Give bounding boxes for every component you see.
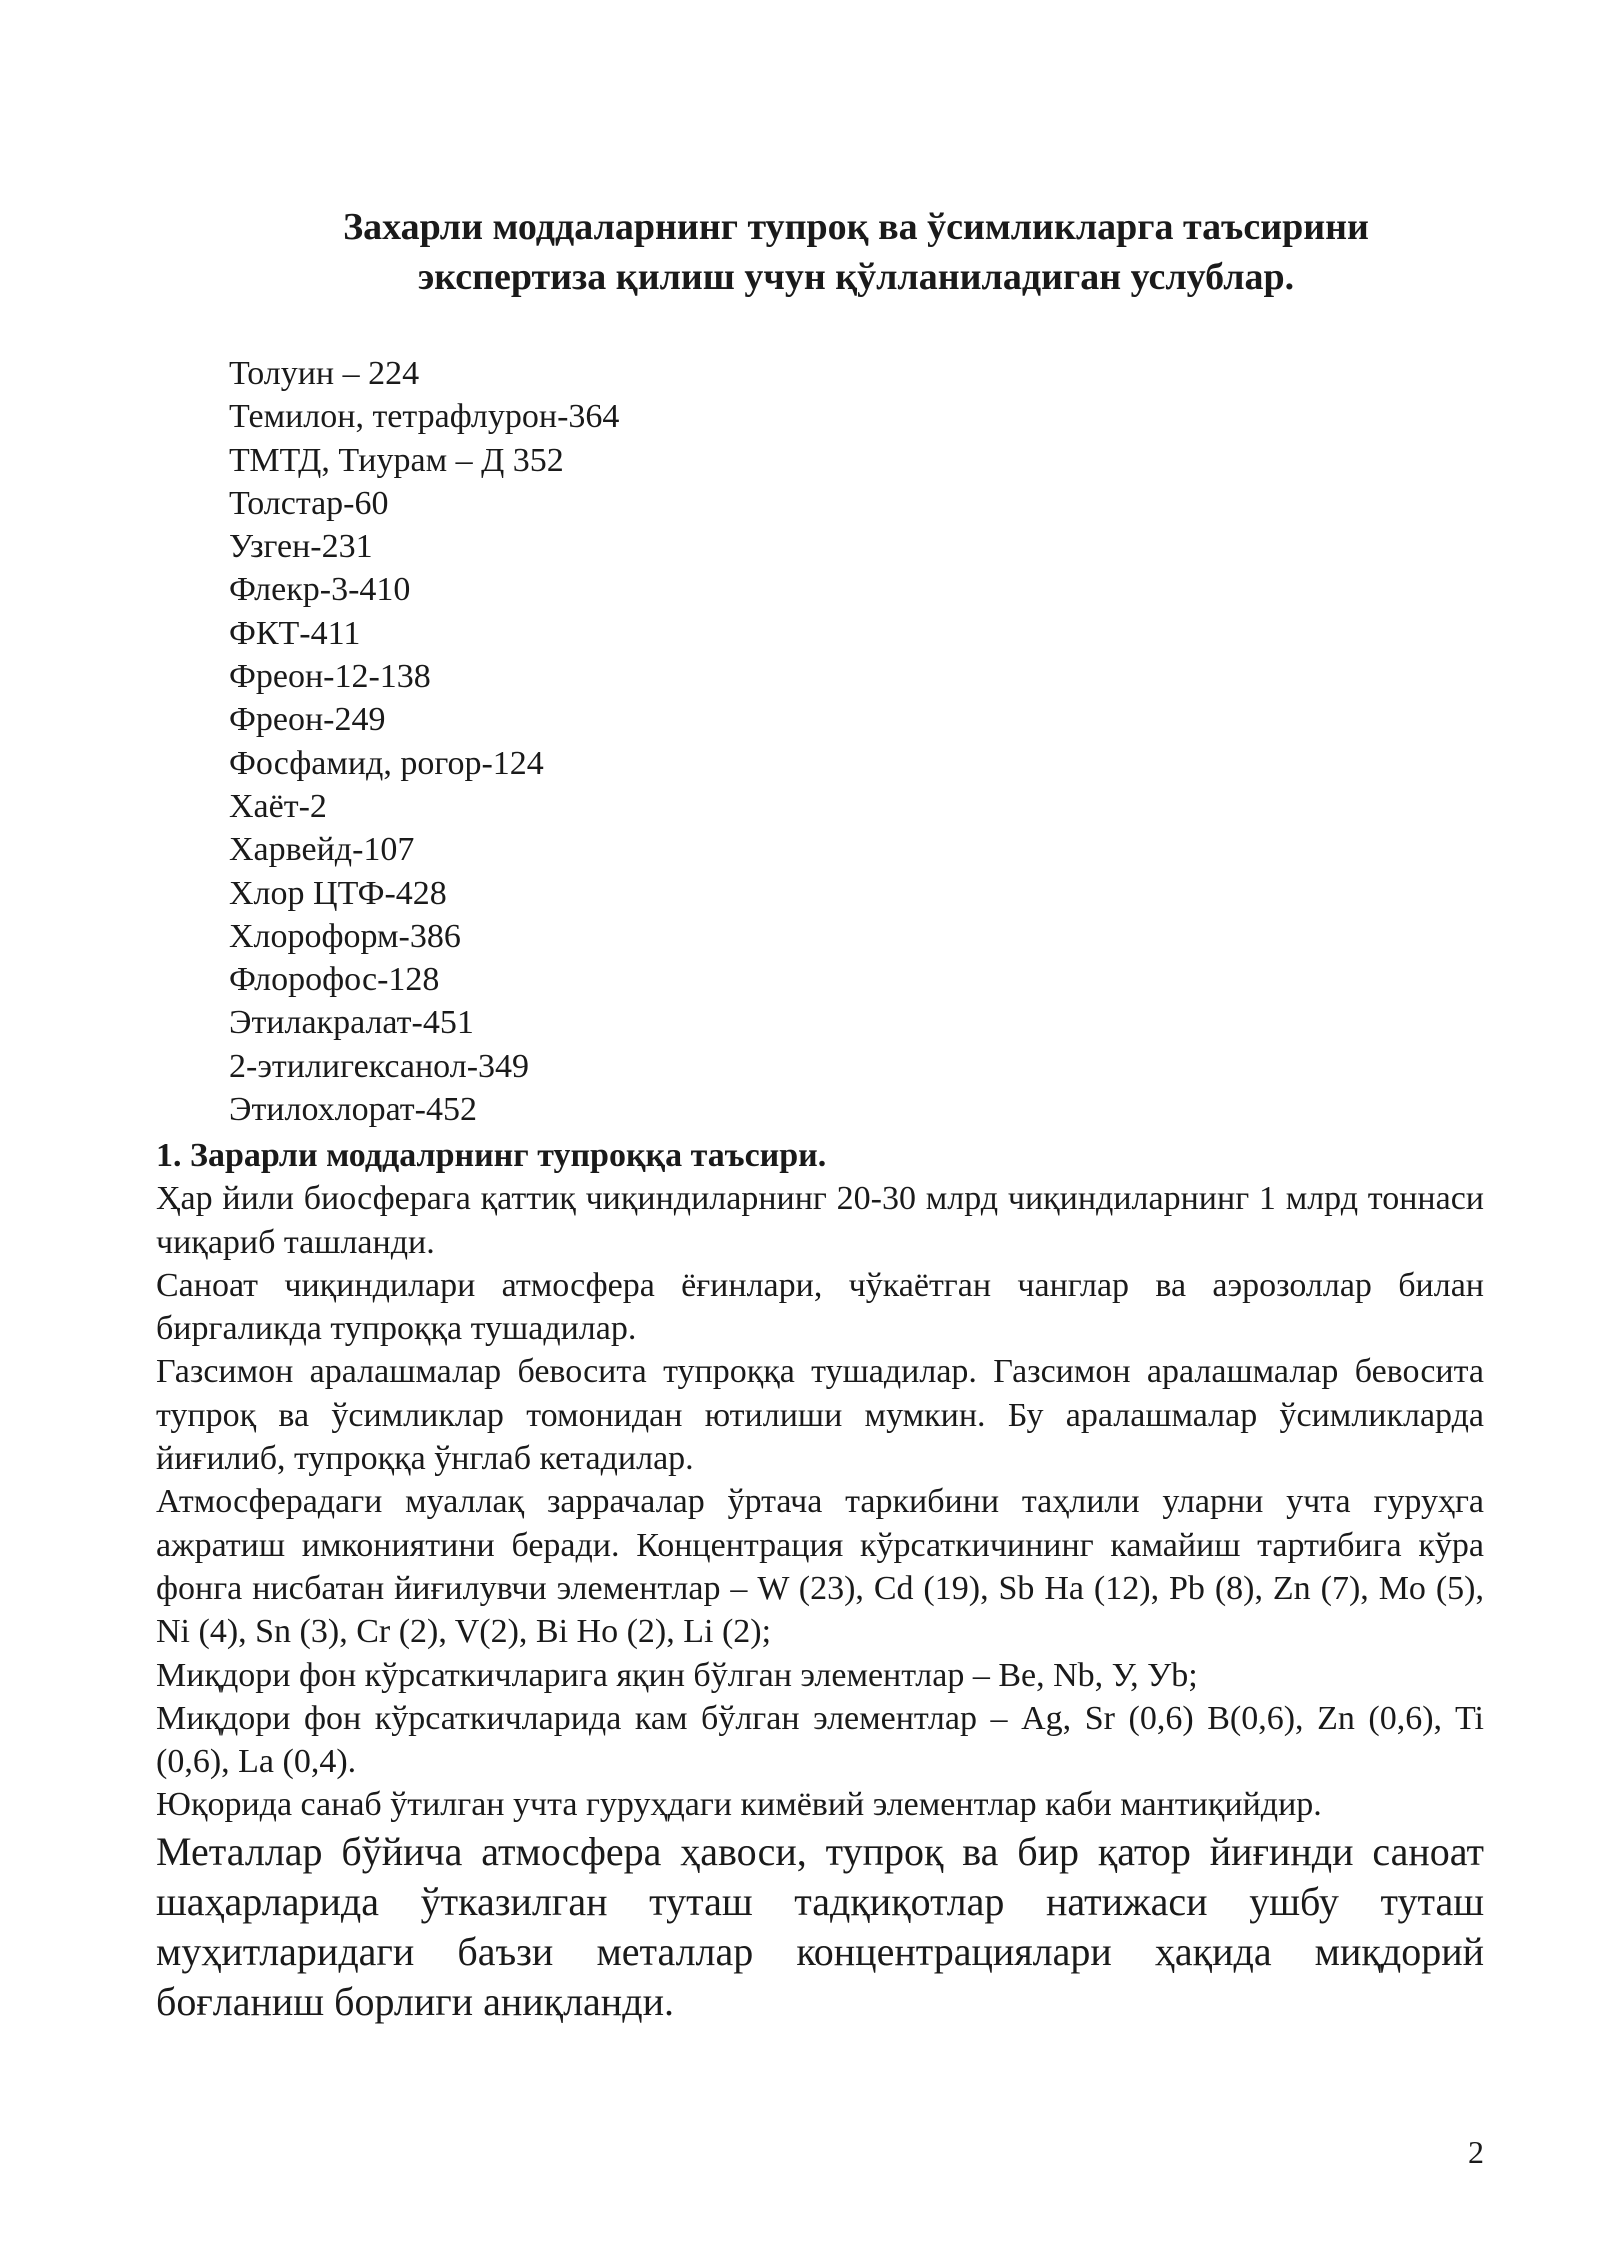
paragraph: Саноат чиқиндилари атмосфера ёғинлари, чўкаётган чанглар ва аэрозоллар билан биргаликда тупроққа тушадилар. [156, 1266, 1484, 1348]
list-item: Толстар-60 [229, 484, 389, 522]
list-item: Этилакралат-451 [229, 1004, 474, 1042]
list-item: Харвейд-107 [229, 831, 415, 869]
list-item: Толуин – 224 [229, 355, 420, 392]
list-item: Флорофос-128 [229, 961, 440, 999]
toxin-list [229, 352, 619, 1131]
list-item: Хлор ЦТФ-428 [229, 874, 447, 912]
list-item: Хаёт-2 [229, 787, 327, 825]
title-line-1: Захарли моддаларнинг тупроқ ва ўсимликларга таъсирини [343, 206, 1369, 248]
list-item: Хлороформ-386 [229, 917, 461, 955]
document-title [156, 202, 1556, 302]
paragraph: Газсимон аралашмалар бевосита тупроққа тушадилар. Газсимон аралашмалар бевосита тупроқ ва ўсимликлар томонидан ютилиши мумкин. Бу аралашмалар ўсимликларда йиғилиб, тупроққа ўнглаб кетадилар. [156, 1353, 1484, 1478]
list-item: Темилон, тетрафлурон-364 [229, 398, 620, 436]
paragraph: Атмосферадаги муаллақ заррачалар ўртача таркибини таҳлили уларни учта гуруҳга ажратиш имкониятини беради. Концентрация кўрсаткичининг камайиш тартибига кўра фонга нисбатан йиғилувчи элементлар – W (23), Cd (19), Sb Ha (12), Pb (8), Zn (7), Mo (5), Ni (4), Sn (3), Cr (2), V(2), Bi Ho (2), Li (2); [156, 1483, 1484, 1651]
section-body [156, 1134, 1484, 2027]
page-number: 2 [1468, 2134, 1484, 2170]
section-heading: 1. Зарарли моддалрнинг тупроққа таъсири. [156, 1137, 827, 1174]
list-item: Фреон-12-138 [229, 658, 431, 696]
list-item: ТМТД, Тиурам – Д 352 [229, 441, 564, 479]
list-item: Фосфамид, рогор-124 [229, 744, 544, 782]
paragraph: Миқдори фон кўрсаткичларида кам бўлган элементлар – Ag, Sr (0,6) B(0,6), Zn (0,6), Ti (0,6), La (0,4). [156, 1699, 1484, 1781]
list-item: Флекр-3-410 [229, 571, 411, 609]
paragraph: Миқдори фон кўрсаткичларига яқин бўлган элементлар – Be, Nb, У, Уb; [156, 1656, 1198, 1694]
paragraph-large: Металлар бўйича атмосфера ҳавоси, тупроқ ва бир қатор йиғинди саноат шаҳарларида ўтказилган туташ тадқиқотлар натижаси ушбу туташ муҳитларидаги баъзи металлар концентрациялари ҳақида миқдорий боғланиш борлиги аниқланди. [156, 1828, 1484, 2024]
list-item: Этилохлорат-452 [229, 1091, 477, 1129]
list-item: 2-этилигексанол-349 [229, 1047, 530, 1085]
list-item: Узген-231 [229, 528, 373, 566]
list-item: Фреон-249 [229, 701, 386, 739]
paragraph: Ҳар йили биосферага қаттиқ чиқиндиларнинг 20-30 млрд чиқиндиларнинг 1 млрд тоннаси чиқариб ташланди. [156, 1180, 1484, 1261]
title-line-2: экспертиза қилиш учун қўлланиладиган услублар. [417, 256, 1295, 298]
list-item: ФКТ-411 [229, 614, 361, 652]
paragraph: Юқорида санаб ўтилган учта гуруҳдаги кимёвий элементлар каби мантиқийдир. [156, 1786, 1322, 1824]
